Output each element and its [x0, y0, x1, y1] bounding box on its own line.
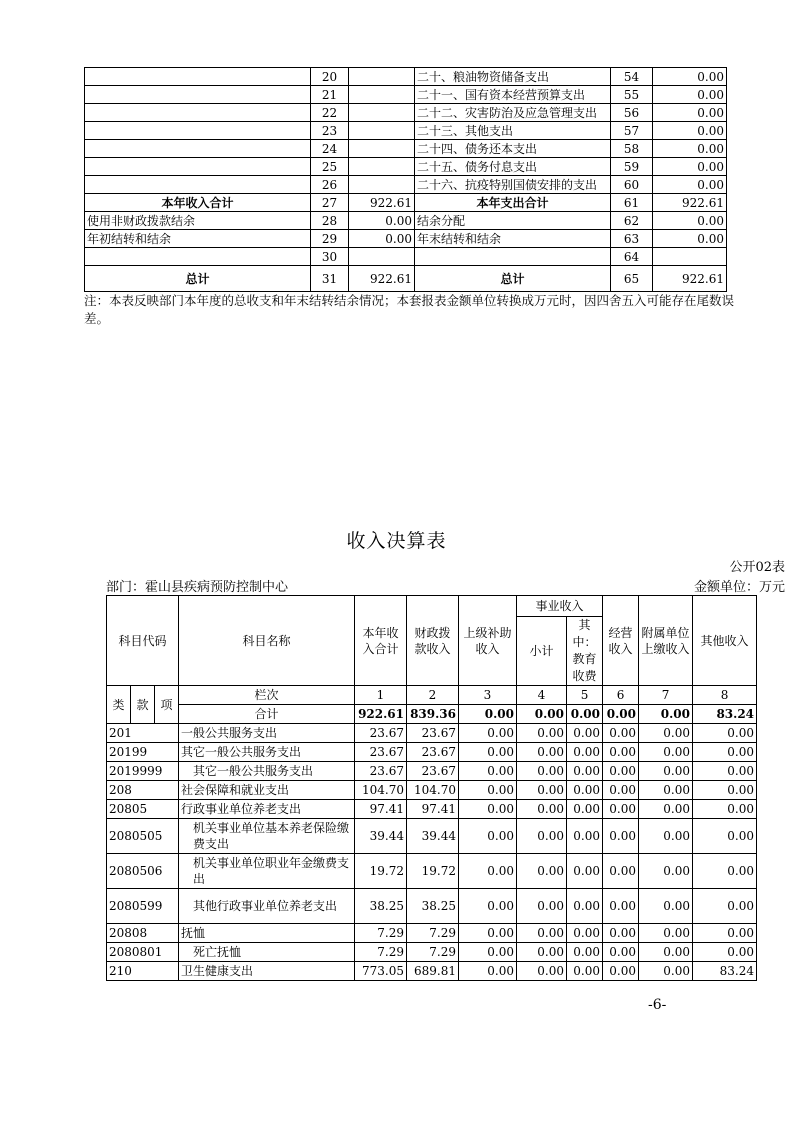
cell-right-no: 54	[611, 68, 653, 86]
amount-cell: 0.00	[459, 819, 517, 854]
table-row	[85, 176, 727, 194]
cell-left-no: 29	[311, 230, 349, 248]
table-row	[85, 104, 727, 122]
col-num: 3	[459, 686, 517, 705]
amount-cell: 83.24	[693, 962, 757, 981]
subject-name: 社会保障和就业支出	[179, 781, 355, 800]
subject-name: 抚恤	[179, 924, 355, 943]
subject-code: 2080801	[107, 943, 179, 962]
header-other: 其他收入	[693, 596, 757, 686]
header-total: 本年收入合计	[355, 596, 407, 686]
sum-cell: 0.00	[517, 705, 567, 724]
table-row	[85, 230, 727, 248]
cell-right-no: 61	[611, 194, 653, 212]
table-row	[85, 140, 727, 158]
header-affiliated: 附属单位上缴收入	[639, 596, 693, 686]
col-num: 5	[567, 686, 603, 705]
cell-right-name: 年末结转和结余	[415, 230, 611, 248]
amount-cell: 0.00	[639, 800, 693, 819]
table-row	[85, 212, 727, 230]
cell-left-no: 21	[311, 86, 349, 104]
cell-right-name: 二十六、抗疫特别国债安排的支出	[415, 176, 611, 194]
amount-cell: 7.29	[355, 943, 407, 962]
sum-cell: 839.36	[407, 705, 459, 724]
amount-cell: 0.00	[639, 924, 693, 943]
cell-left-name	[85, 104, 311, 122]
amount-cell: 0.00	[567, 819, 603, 854]
header-superior: 上级补助收入	[459, 596, 517, 686]
subject-name: 死亡抚恤	[179, 943, 355, 962]
table-row	[107, 724, 757, 743]
header-education: 其中：教育收费	[567, 617, 603, 686]
header-lei: 类	[107, 686, 131, 724]
amount-cell: 0.00	[603, 819, 639, 854]
subject-code: 20805	[107, 800, 179, 819]
unit-label: 金额单位：万元	[693, 580, 785, 595]
cell-right-no: 62	[611, 212, 653, 230]
amount-cell: 0.00	[639, 781, 693, 800]
amount-cell: 0.00	[567, 924, 603, 943]
cell-right-amt: 0.00	[653, 86, 727, 104]
amount-cell: 0.00	[459, 962, 517, 981]
amount-cell: 0.00	[517, 762, 567, 781]
cell-left-no: 23	[311, 122, 349, 140]
col-num: 1	[355, 686, 407, 705]
cell-right-name: 结余分配	[415, 212, 611, 230]
table-row	[85, 122, 727, 140]
subject-name: 机关事业单位基本养老保险缴费支出	[179, 819, 355, 854]
cell-left-amt	[349, 176, 415, 194]
cell-left-amt: 0.00	[349, 230, 415, 248]
amount-cell: 38.25	[407, 889, 459, 924]
cell-right-name: 二十、粮油物资储备支出	[415, 68, 611, 86]
amount-cell: 7.29	[355, 924, 407, 943]
page-title: 收入决算表	[346, 530, 447, 552]
amount-cell: 0.00	[603, 962, 639, 981]
amount-cell: 0.00	[517, 724, 567, 743]
amount-cell: 0.00	[459, 943, 517, 962]
cell-right-name: 二十二、灾害防治及应急管理支出	[415, 104, 611, 122]
amount-cell: 0.00	[639, 743, 693, 762]
amount-cell: 38.25	[355, 889, 407, 924]
amount-cell: 0.00	[603, 724, 639, 743]
header-name: 科目名称	[179, 596, 355, 686]
amount-cell: 0.00	[517, 943, 567, 962]
amount-cell: 0.00	[517, 800, 567, 819]
cell-left-name	[85, 122, 311, 140]
cell-left-no: 22	[311, 104, 349, 122]
table-row	[107, 781, 757, 800]
cell-right-name	[415, 248, 611, 266]
amount-cell: 0.00	[603, 924, 639, 943]
amount-cell: 0.00	[693, 762, 757, 781]
amount-cell: 0.00	[459, 762, 517, 781]
cell-right-no: 60	[611, 176, 653, 194]
amount-cell: 0.00	[693, 819, 757, 854]
cell-left-no: 25	[311, 158, 349, 176]
col-num: 6	[603, 686, 639, 705]
subject-name: 卫生健康支出	[179, 962, 355, 981]
subject-name: 一般公共服务支出	[179, 724, 355, 743]
amount-cell: 0.00	[567, 854, 603, 889]
amount-cell: 97.41	[407, 800, 459, 819]
amount-cell: 0.00	[639, 889, 693, 924]
amount-cell: 23.67	[407, 762, 459, 781]
cell-right-amt: 922.61	[653, 266, 727, 292]
header-public-institution: 事业收入	[517, 596, 603, 617]
amount-cell: 0.00	[693, 924, 757, 943]
amount-cell: 0.00	[639, 762, 693, 781]
sum-cell: 83.24	[693, 705, 757, 724]
cell-left-name	[85, 248, 311, 266]
table-row	[107, 819, 757, 854]
cell-right-no: 65	[611, 266, 653, 292]
amount-cell: 0.00	[603, 762, 639, 781]
amount-cell: 0.00	[693, 781, 757, 800]
subject-name: 其他行政事业单位养老支出	[179, 889, 355, 924]
cell-right-name: 二十一、国有资本经营预算支出	[415, 86, 611, 104]
amount-cell: 0.00	[639, 943, 693, 962]
header-fiscal: 财政拨款收入	[407, 596, 459, 686]
amount-cell: 0.00	[459, 924, 517, 943]
cell-left-no: 27	[311, 194, 349, 212]
page-number: -6-	[648, 997, 667, 1013]
amount-cell: 0.00	[603, 943, 639, 962]
cell-right-amt: 0.00	[653, 158, 727, 176]
amount-cell: 0.00	[639, 819, 693, 854]
cell-right-no: 57	[611, 122, 653, 140]
subject-code: 2080506	[107, 854, 179, 889]
amount-cell: 7.29	[407, 924, 459, 943]
amount-cell: 23.67	[355, 762, 407, 781]
cell-left-amt: 922.61	[349, 266, 415, 292]
amount-cell: 0.00	[693, 889, 757, 924]
header-code: 科目代码	[107, 596, 179, 686]
amount-cell: 0.00	[603, 854, 639, 889]
amount-cell: 0.00	[693, 854, 757, 889]
sum-cell: 0.00	[639, 705, 693, 724]
department-label: 部门：霍山县疾病预防控制中心	[106, 580, 289, 595]
sum-cell: 0.00	[459, 705, 517, 724]
amount-cell: 0.00	[693, 800, 757, 819]
table-row	[107, 889, 757, 924]
header-business: 经营收入	[603, 596, 639, 686]
cell-right-name: 二十四、债务还本支出	[415, 140, 611, 158]
col-num: 2	[407, 686, 459, 705]
amount-cell: 19.72	[355, 854, 407, 889]
subject-code: 20199	[107, 743, 179, 762]
subject-code: 2019999	[107, 762, 179, 781]
cell-right-no: 64	[611, 248, 653, 266]
cell-right-amt: 922.61	[653, 194, 727, 212]
amount-cell: 23.67	[355, 743, 407, 762]
amount-cell: 23.67	[407, 743, 459, 762]
subject-code: 210	[107, 962, 179, 981]
table-row	[107, 743, 757, 762]
table-row	[107, 962, 757, 981]
subject-code: 20808	[107, 924, 179, 943]
amount-cell: 0.00	[567, 889, 603, 924]
amount-cell: 0.00	[603, 781, 639, 800]
income-expenditure-summary-table	[84, 67, 727, 292]
amount-cell: 0.00	[459, 800, 517, 819]
amount-cell: 97.41	[355, 800, 407, 819]
cell-left-amt	[349, 140, 415, 158]
cell-right-no: 58	[611, 140, 653, 158]
cell-right-amt: 0.00	[653, 140, 727, 158]
header-kuan: 款	[131, 686, 155, 724]
subject-name: 机关事业单位职业年金缴费支出	[179, 854, 355, 889]
cell-right-name: 本年支出合计	[415, 194, 611, 212]
cell-right-amt: 0.00	[653, 212, 727, 230]
table-row	[85, 86, 727, 104]
cell-left-no: 31	[311, 266, 349, 292]
amount-cell: 39.44	[407, 819, 459, 854]
amount-cell: 0.00	[459, 724, 517, 743]
amount-cell: 773.05	[355, 962, 407, 981]
cell-left-amt	[349, 122, 415, 140]
subject-name: 其它一般公共服务支出	[179, 743, 355, 762]
cell-right-amt: 0.00	[653, 122, 727, 140]
cell-left-amt: 922.61	[349, 194, 415, 212]
cell-left-name	[85, 176, 311, 194]
income-table-body	[107, 596, 757, 981]
subject-code: 208	[107, 781, 179, 800]
amount-cell: 0.00	[567, 943, 603, 962]
cell-right-no: 63	[611, 230, 653, 248]
amount-cell: 0.00	[639, 854, 693, 889]
summary-table-body	[85, 68, 727, 292]
cell-right-name: 二十五、债务付息支出	[415, 158, 611, 176]
cell-right-no: 55	[611, 86, 653, 104]
table-number: 公开02表	[729, 560, 785, 575]
sum-cell: 922.61	[355, 705, 407, 724]
amount-cell: 0.00	[517, 819, 567, 854]
cell-left-name: 总计	[85, 266, 311, 292]
table-row	[85, 158, 727, 176]
amount-cell: 0.00	[567, 724, 603, 743]
amount-cell: 0.00	[517, 854, 567, 889]
header-column-no: 栏次	[179, 686, 355, 705]
cell-left-amt: 0.00	[349, 212, 415, 230]
header-xiang: 项	[155, 686, 179, 724]
amount-cell: 0.00	[459, 889, 517, 924]
table-row	[85, 248, 727, 266]
amount-cell: 0.00	[603, 889, 639, 924]
amount-cell: 0.00	[693, 724, 757, 743]
table-row	[107, 800, 757, 819]
cell-left-amt	[349, 68, 415, 86]
amount-cell: 0.00	[459, 743, 517, 762]
cell-left-amt	[349, 86, 415, 104]
amount-cell: 0.00	[459, 854, 517, 889]
amount-cell: 0.00	[567, 800, 603, 819]
col-num: 4	[517, 686, 567, 705]
cell-left-no: 28	[311, 212, 349, 230]
amount-cell: 0.00	[517, 889, 567, 924]
amount-cell: 0.00	[567, 743, 603, 762]
subject-code: 2080505	[107, 819, 179, 854]
amount-cell: 0.00	[459, 781, 517, 800]
cell-right-name: 二十三、其他支出	[415, 122, 611, 140]
amount-cell: 39.44	[355, 819, 407, 854]
subject-code: 201	[107, 724, 179, 743]
cell-left-no: 26	[311, 176, 349, 194]
cell-right-amt: 0.00	[653, 104, 727, 122]
table-row	[85, 266, 727, 292]
table-row	[107, 762, 757, 781]
amount-cell: 0.00	[693, 743, 757, 762]
table-row	[107, 943, 757, 962]
cell-left-no: 20	[311, 68, 349, 86]
sum-cell: 0.00	[603, 705, 639, 724]
col-num: 8	[693, 686, 757, 705]
cell-left-amt	[349, 158, 415, 176]
amount-cell: 0.00	[517, 781, 567, 800]
cell-right-name: 总计	[415, 266, 611, 292]
cell-left-name	[85, 86, 311, 104]
amount-cell: 0.00	[567, 762, 603, 781]
amount-cell: 7.29	[407, 943, 459, 962]
subject-name: 行政事业单位养老支出	[179, 800, 355, 819]
subject-name: 其它一般公共服务支出	[179, 762, 355, 781]
table-row	[107, 924, 757, 943]
cell-right-no: 59	[611, 158, 653, 176]
cell-left-name: 使用非财政拨款结余	[85, 212, 311, 230]
amount-cell: 0.00	[517, 743, 567, 762]
amount-cell: 23.67	[407, 724, 459, 743]
amount-cell: 0.00	[639, 962, 693, 981]
cell-left-amt	[349, 248, 415, 266]
header-subtotal: 小计	[517, 617, 567, 686]
amount-cell: 0.00	[693, 943, 757, 962]
cell-left-name	[85, 158, 311, 176]
amount-cell: 104.70	[407, 781, 459, 800]
sum-label: 合计	[179, 705, 355, 724]
cell-right-amt	[653, 248, 727, 266]
amount-cell: 0.00	[567, 962, 603, 981]
cell-left-no: 24	[311, 140, 349, 158]
sum-cell: 0.00	[567, 705, 603, 724]
table-note: 注：本表反映部门本年度的总收支和年末结转结余情况；本套报表金额单位转换成万元时，因四舍五入可能存在尾数误差。	[84, 293, 735, 326]
table-row	[85, 194, 727, 212]
table-row	[85, 68, 727, 86]
amount-cell: 104.70	[355, 781, 407, 800]
amount-cell: 0.00	[639, 724, 693, 743]
subject-code: 2080599	[107, 889, 179, 924]
amount-cell: 0.00	[603, 743, 639, 762]
amount-cell: 689.81	[407, 962, 459, 981]
cell-left-name	[85, 68, 311, 86]
cell-left-name	[85, 140, 311, 158]
amount-cell: 0.00	[517, 924, 567, 943]
amount-cell: 0.00	[517, 962, 567, 981]
cell-left-no: 30	[311, 248, 349, 266]
cell-right-amt: 0.00	[653, 68, 727, 86]
col-num: 7	[639, 686, 693, 705]
cell-right-amt: 0.00	[653, 230, 727, 248]
cell-left-amt	[349, 104, 415, 122]
income-final-accounts-table	[106, 595, 757, 981]
amount-cell: 0.00	[603, 800, 639, 819]
amount-cell: 23.67	[355, 724, 407, 743]
amount-cell: 19.72	[407, 854, 459, 889]
cell-right-no: 56	[611, 104, 653, 122]
table-row	[107, 854, 757, 889]
amount-cell: 0.00	[567, 781, 603, 800]
cell-right-amt: 0.00	[653, 176, 727, 194]
cell-left-name: 本年收入合计	[85, 194, 311, 212]
cell-left-name: 年初结转和结余	[85, 230, 311, 248]
